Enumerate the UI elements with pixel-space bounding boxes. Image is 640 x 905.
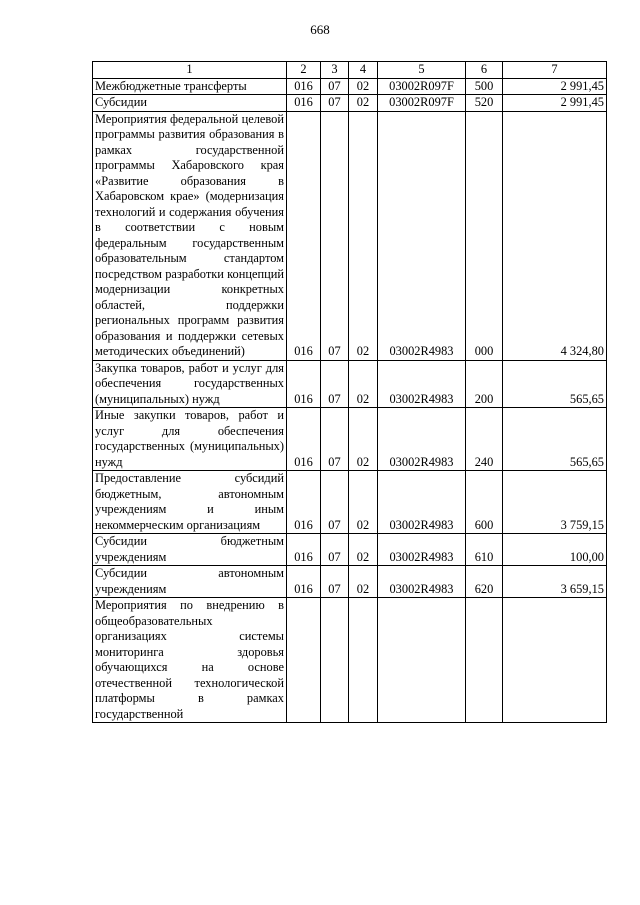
row-name: Субсидии автономным учреждениям xyxy=(93,566,287,598)
amount xyxy=(503,598,607,723)
table-row xyxy=(93,408,607,471)
ministry-code: 016 xyxy=(287,566,321,598)
expense-type: 500 xyxy=(466,78,503,95)
header-cell: 5 xyxy=(378,62,466,79)
amount: 565,65 xyxy=(503,360,607,408)
ministry-code: 016 xyxy=(287,95,321,112)
expense-type: 610 xyxy=(466,534,503,566)
ministry-code: 016 xyxy=(287,360,321,408)
amount: 100,00 xyxy=(503,534,607,566)
subsection-code xyxy=(349,598,378,723)
header-cell: 4 xyxy=(349,62,378,79)
expense-type: 520 xyxy=(466,95,503,112)
header-cell: 2 xyxy=(287,62,321,79)
section-code xyxy=(321,598,349,723)
subsection-code: 02 xyxy=(349,78,378,95)
expense-type: 240 xyxy=(466,408,503,471)
subsection-code: 02 xyxy=(349,566,378,598)
table-row xyxy=(93,95,607,112)
subsection-code: 02 xyxy=(349,111,378,360)
row-name: Межбюджетные трансферты xyxy=(93,78,287,95)
subsection-code: 02 xyxy=(349,471,378,534)
target-article: 03002R097F xyxy=(378,78,466,95)
expense-type: 000 xyxy=(466,111,503,360)
target-article: 03002R4983 xyxy=(378,360,466,408)
target-article: 03002R4983 xyxy=(378,111,466,360)
header-cell: 6 xyxy=(466,62,503,79)
section-code: 07 xyxy=(321,471,349,534)
section-code: 07 xyxy=(321,566,349,598)
target-article: 03002R4983 xyxy=(378,566,466,598)
subsection-code: 02 xyxy=(349,408,378,471)
table-row xyxy=(93,78,607,95)
section-code: 07 xyxy=(321,95,349,112)
subsection-code: 02 xyxy=(349,360,378,408)
ministry-code xyxy=(287,598,321,723)
section-code: 07 xyxy=(321,111,349,360)
target-article: 03002R4983 xyxy=(378,534,466,566)
row-name: Субсидии бюджетным учреждениям xyxy=(93,534,287,566)
subsection-code: 02 xyxy=(349,534,378,566)
ministry-code: 016 xyxy=(287,471,321,534)
expense-type: 600 xyxy=(466,471,503,534)
table-row xyxy=(93,111,607,360)
expense-type xyxy=(466,598,503,723)
ministry-code: 016 xyxy=(287,408,321,471)
table-row xyxy=(93,471,607,534)
header-row xyxy=(93,62,607,79)
amount: 2 991,45 xyxy=(503,78,607,95)
target-article: 03002R4983 xyxy=(378,408,466,471)
row-name: Предоставление субсидий бюджетным, автономным учреждениям и иным некоммерческим организациям xyxy=(93,471,287,534)
ministry-code: 016 xyxy=(287,111,321,360)
table-row xyxy=(93,598,607,723)
row-name: Закупка товаров, работ и услуг для обеспечения государственных (муниципальных) нужд xyxy=(93,360,287,408)
row-name: Субсидии xyxy=(93,95,287,112)
expense-type: 620 xyxy=(466,566,503,598)
table-row xyxy=(93,566,607,598)
table-row xyxy=(93,534,607,566)
section-code: 07 xyxy=(321,78,349,95)
target-article xyxy=(378,598,466,723)
amount: 3 759,15 xyxy=(503,471,607,534)
header-cell: 3 xyxy=(321,62,349,79)
target-article: 03002R4983 xyxy=(378,471,466,534)
section-code: 07 xyxy=(321,408,349,471)
row-name: Мероприятия по внедрению в общеобразовательных организациях системы мониторинга здоровья обучающихся на основе отечественной технологической платформы в рамках государственной xyxy=(93,598,287,723)
section-code: 07 xyxy=(321,534,349,566)
amount: 4 324,80 xyxy=(503,111,607,360)
ministry-code: 016 xyxy=(287,534,321,566)
ministry-code: 016 xyxy=(287,78,321,95)
amount: 2 991,45 xyxy=(503,95,607,112)
header-cell: 1 xyxy=(93,62,287,79)
row-name: Иные закупки товаров, работ и услуг для обеспечения государственных (муниципальных) нужд xyxy=(93,408,287,471)
page-number: 668 xyxy=(310,22,330,37)
table-row xyxy=(93,360,607,408)
amount: 3 659,15 xyxy=(503,566,607,598)
expense-type: 200 xyxy=(466,360,503,408)
row-name: Мероприятия федеральной целевой программы развития образования в рамках государственной программы Хабаровского края «Развитие образования в Хабаровском крае» (модернизация технологий и содержания обучения в соответствии с новым федеральным государственным образовательным стандартом посредством разработки концепций модернизации конкретных областей, поддержки региональных программ развития образования и поддержки сетевых методических объединений) xyxy=(93,111,287,360)
section-code: 07 xyxy=(321,360,349,408)
target-article: 03002R097F xyxy=(378,95,466,112)
subsection-code: 02 xyxy=(349,95,378,112)
budget-table xyxy=(92,61,607,723)
header-cell: 7 xyxy=(503,62,607,79)
amount: 565,65 xyxy=(503,408,607,471)
